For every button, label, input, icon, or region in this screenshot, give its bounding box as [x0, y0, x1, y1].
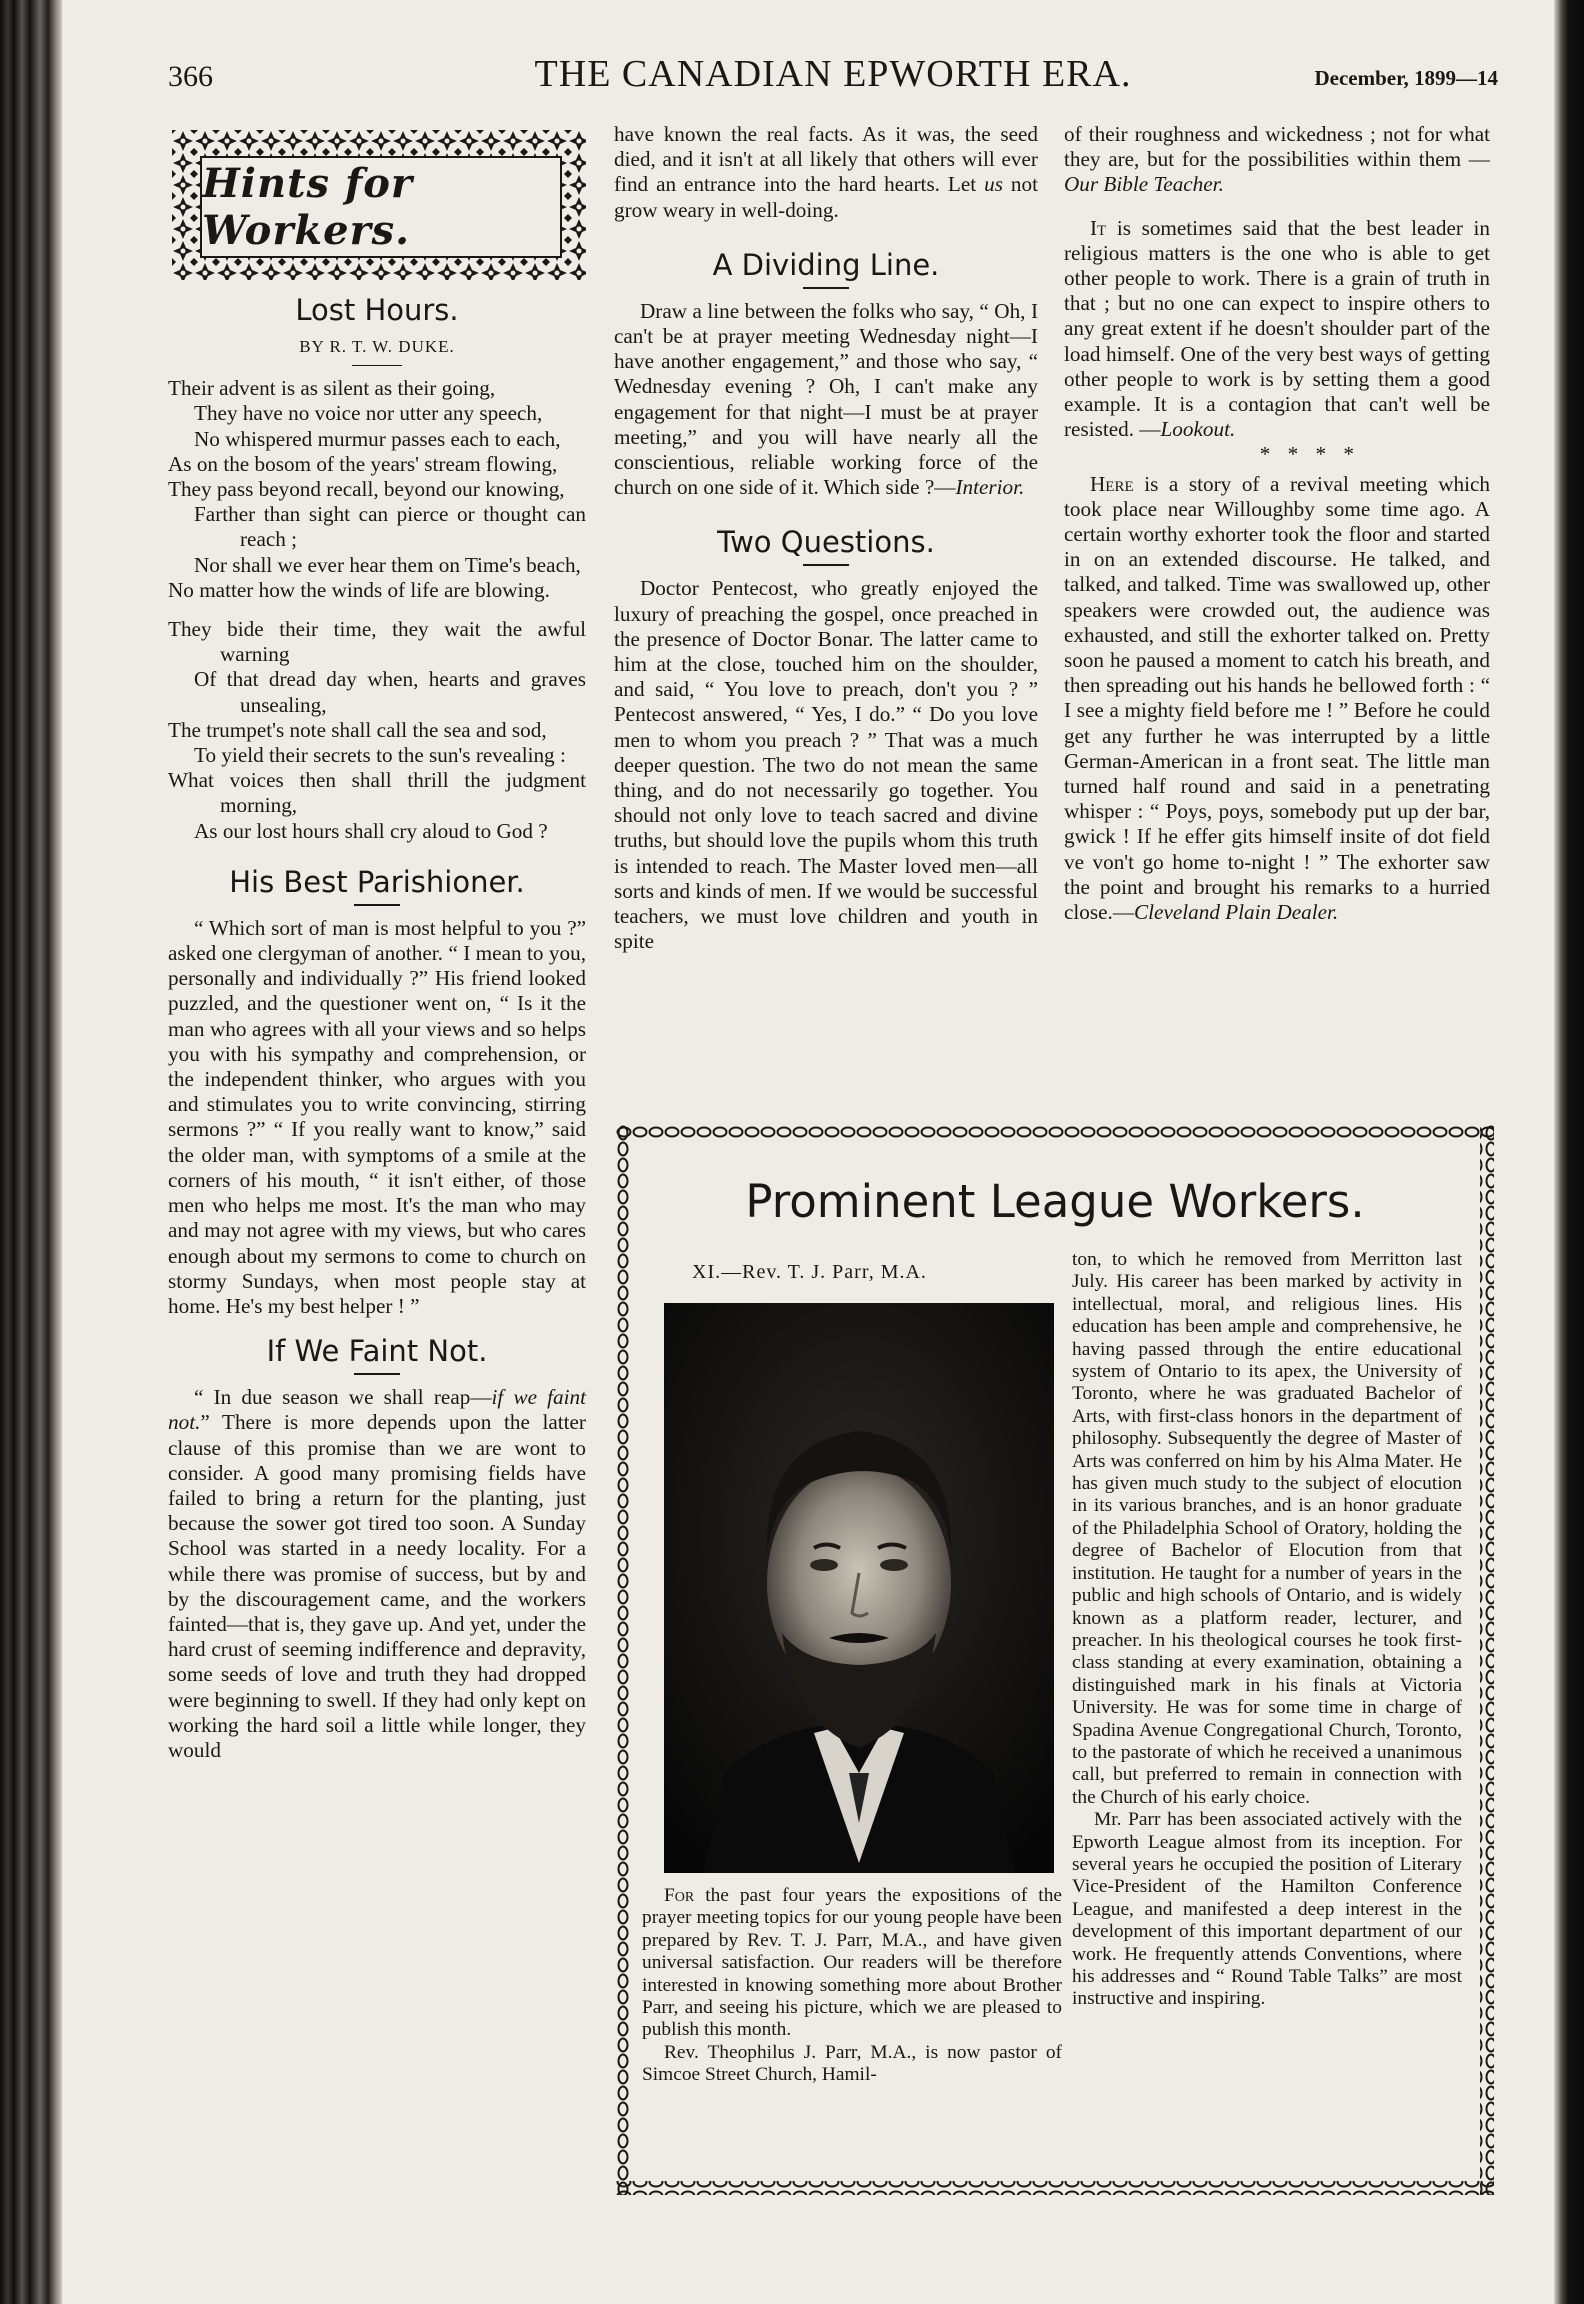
caption-text: [642, 1885, 1062, 2042]
italic-run: us: [984, 172, 1003, 197]
dividing-line-title: A Dividing Line.: [712, 247, 940, 282]
text-run: is sometimes said that the best leader in religious matters is the one who is able to get other people to work. There is a grain of truth in that ; but no one can expect to inspire others to any great extent if he doesn't shoulder part of the load himself. One of the very best ways of getting other people to work is by setting them a good example. It is a contagion that can't well be resisted. —: [1064, 215, 1490, 442]
poem-line: They bide their time, they wait the awful warning: [168, 617, 586, 667]
pastor-paragraph: Rev. Theophilus J. Parr, M.A., is now pastor of Simcoe Street Church, Hamil-: [642, 2041, 1062, 2086]
divider-rule: [354, 904, 400, 906]
lost-hours-title: Lost Hours.: [295, 293, 459, 327]
poem-line: The trumpet's note shall call the sea and sod,: [168, 717, 547, 742]
caption-block: [642, 1885, 1062, 2087]
col3-para-1: [1064, 122, 1490, 198]
poem-line: Of that dread day when, hearts and graves unsealing,: [194, 667, 586, 717]
column-1: [168, 292, 586, 1763]
biography-text: ton, to which he removed from Merritton last July. His career has been marked by activity in intellectual, moral, and religious lines. His education has been ample and comprehensive, he having passed through the entire educational system of Ontario to its apex, the University of Toronto, where he was graduated Bachelor of Arts, with first-class honors in the department of philosophy. Subsequently the degree of Master of Arts was conferred on him by his Alma Mater. He has given much study to the subject of elocution in its various branches, and is an honor graduate of the Philadelphia School of Oratory, holding the degree of Bachelor of Elocution from that institution. He taught for a number of years in the public and high schools of Ontario, and is widely known as a platform reader, lecturer, and preacher. In his theological courses he took first-class standing at every examination, obtaining a distinguished mark in his finals at Victoria University. He was for some time in charge of Spadina Avenue Congregational Church, Toronto, to the pastorate of which he received a unanimous call, but preferred to remain in connection with the Church of his early choice.: [1072, 1249, 1462, 1808]
portrait-photo: [664, 1303, 1054, 1873]
italic-run: if we faint not.: [168, 1385, 587, 1435]
text-run: of their roughness and wickedness ; not for what they are, but for the possibilities within them —: [1064, 122, 1490, 172]
poem-line: As our lost hours shall cry aloud to God ?: [194, 818, 548, 843]
hints-title-panel: [200, 156, 562, 258]
best-parishioner-title: His Best Parishioner.: [229, 864, 525, 899]
col3-para-2: [1064, 216, 1490, 443]
page-right-edge: [1554, 0, 1584, 2304]
text-run: not grow weary in well-doing.: [614, 172, 1038, 222]
source-credit: Interior.: [955, 475, 1025, 500]
text-run: the past four years the expositions of the prayer meeting topics for our young people have been prepared by Rev. T. J. Parr, M.A., and have given universal satisfaction. Our readers will be therefore interested in knowing something more about Brother Parr, and seeing his picture, which we are pleased to publish this month.: [642, 1885, 1062, 2041]
section-stars: * * * *: [1259, 442, 1360, 467]
text-run: “ In due season we shall reap—: [194, 1385, 492, 1410]
lead-word: Here: [1090, 471, 1134, 496]
book-binding-edge: [0, 0, 62, 2304]
poem-line: What voices then shall thrill the judgment morning,: [168, 768, 586, 818]
column-3: [1064, 122, 1490, 925]
prominent-title: Prominent League Workers.: [745, 1175, 1365, 1228]
col3-para-3: [1064, 472, 1490, 926]
hints-banner: [172, 130, 586, 280]
divider-rule: [803, 287, 849, 289]
dividing-line-text: [614, 299, 1038, 501]
text-run: have known the real facts. As it was, the seed died, and it isn't at all likely that others will ever find an entrance into the hard hearts. Let: [614, 122, 1038, 197]
portrait-of-rev-parr: [664, 1303, 1054, 1873]
lost-hours-byline: BY R. T. W. DUKE.: [299, 337, 455, 356]
lead-word: For: [664, 1885, 695, 1906]
prominent-subtitle: XI.—Rev. T. J. Parr, M.A.: [692, 1261, 927, 1283]
source-credit: Lookout.: [1160, 417, 1236, 442]
faint-not-text: [168, 1385, 586, 1763]
text-run: ” There is more depends upon the latter clause of this promise than we are wont to consider. A good many promising fields have failed to bring a return for the planting, just because the sower got tired too soon. A Sunday School was started in a needy locality. For a while there was promise of success, but by and by the discouragement came, and the workers fainted—that is, they gave up. And yet, under the hard crust of seeming indifference and depravity, some seeds of love and truth they had dropped were beginning to swell. If they had only kept on working the hard soil a little while longer, they would: [168, 1410, 586, 1762]
poem-line: They have no voice nor utter any speech,: [194, 401, 543, 426]
lead-word: It: [1090, 215, 1107, 240]
biography-text-2: Mr. Parr has been associated actively with the Epworth League almost from its inception. For several years he occupied the position of Literary Vice-President of the Hamilton Conference League, and manifested a deep interest in the development of this important department of our work. He frequently attends Conventions, where his addresses and “ Round Table Talks” are most instructive and inspiring.: [1072, 1809, 1462, 2010]
poem-line: Their advent is as silent as their going,: [168, 376, 496, 401]
poem-line: Nor shall we ever hear them on Time's beach,: [194, 552, 581, 577]
column-2: [614, 122, 1038, 954]
running-title: THE CANADIAN EPWORTH ERA.: [534, 53, 1132, 95]
divider-rule: [352, 365, 402, 366]
poem: [168, 376, 586, 844]
poem-line: To yield their secrets to the sun's revealing :: [194, 743, 566, 768]
two-questions-text: Doctor Pentecost, who greatly enjoyed the luxury of preaching the gospel, once preached in the presence of Doctor Bonar. The latter came to him at the close, touched him on the shoulder, and said, “ You love to preach, don't you ? ” Pentecost answered, “ Yes, I do.” “ Do you love men to whom you preach ? ” That was a much deeper question. The two do not mean the same thing, and do not necessarily go together. You should not only love to teach sacred and divine truths, but should love the pupils whom this truth is intended to reach. The Master loved men—all sorts and kinds of men. If we would be successful teachers, we must love children and youth in spite: [614, 576, 1038, 954]
two-questions-title: Two Questions.: [717, 525, 935, 560]
frame-content: [632, 1141, 1478, 2179]
source-credit: Our Bible Teacher.: [1064, 172, 1224, 197]
poem-line: They pass beyond recall, beyond our knowing,: [168, 477, 565, 502]
divider-rule: [354, 1373, 400, 1375]
biography-column: [1072, 1249, 1462, 2011]
poem-line: No matter how the winds of life are blowing.: [168, 577, 550, 602]
text-run: is a story of a revival meeting which took place near Willoughby some time ago. A certain worthy exhorter took the floor and started in on an extended discourse. He talked, and talked, and talked. Time was swallowed up, other speakers were crowded out, the audience was exhausted, and still the exhorter talked on. Pretty soon he paused a moment to catch his breath, and then spreading out his hands he bellowed forth : “ I see a mighty field before me ! ” Before he could get any further he was interrupted by a little German-American in a front seat. The little man turned half round and said in a penetrating whisper : “ Poys, poys, somebody put up der bar, gwick ! If he effer gits himself insite of dot field ve von't go home to-night ! ” The exhorter saw the point and brought his remarks to a hurried close.—: [1064, 471, 1490, 925]
faint-not-title: If We Faint Not.: [266, 1334, 488, 1369]
source-credit: Cleveland Plain Dealer.: [1134, 900, 1339, 925]
text-run: Draw a line between the folks who say, “ Oh, I can't be at prayer meeting Wednesday night—I have another engagement,” and those who say, “ Wednesday evening ? Oh, I can't make any engagement for that night—I must be at prayer meeting,” and you will have nearly all the conscientious, reliable working force of the church on one side of it. Which side ?—: [614, 298, 1038, 500]
poem-line: No whispered murmur passes each to each,: [194, 426, 561, 451]
stanza-gap: [168, 603, 586, 617]
faint-not-continued: [614, 122, 1038, 223]
poem-line: Farther than sight can pierce or thought can reach ;: [194, 502, 586, 552]
divider-rule: [803, 564, 849, 566]
hints-title: Hints for Workers.: [202, 160, 413, 254]
page-header: [168, 52, 1498, 102]
page-number: 366: [168, 60, 213, 93]
issue-date: December, 1899—14: [1314, 66, 1498, 90]
prominent-workers-frame: [616, 1125, 1494, 2195]
best-parishioner-text: “ Which sort of man is most helpful to you ?” asked one clergyman of another. “ I mean to you, personally and individually ?” His friend looked puzzled, and the questioner went on, “ Is it the man who agrees with all your views and so helps you with his sympathy and comprehension, or the independent thinker, who argues with you and stimulates you to write convincing, stirring sermons ?” “ If you really want to know,” said the older man, with symptoms of a smile at the corners of his mouth, “ it isn't either, of those men who helps me most. It's the man who may and may not agree with my views, but who cares enough about my sermons to come to church on stormy Sundays, when most people stay at home. He's my best helper ! ”: [168, 915, 586, 1318]
poem-line: As on the bosom of the years' stream flowing,: [168, 451, 558, 476]
